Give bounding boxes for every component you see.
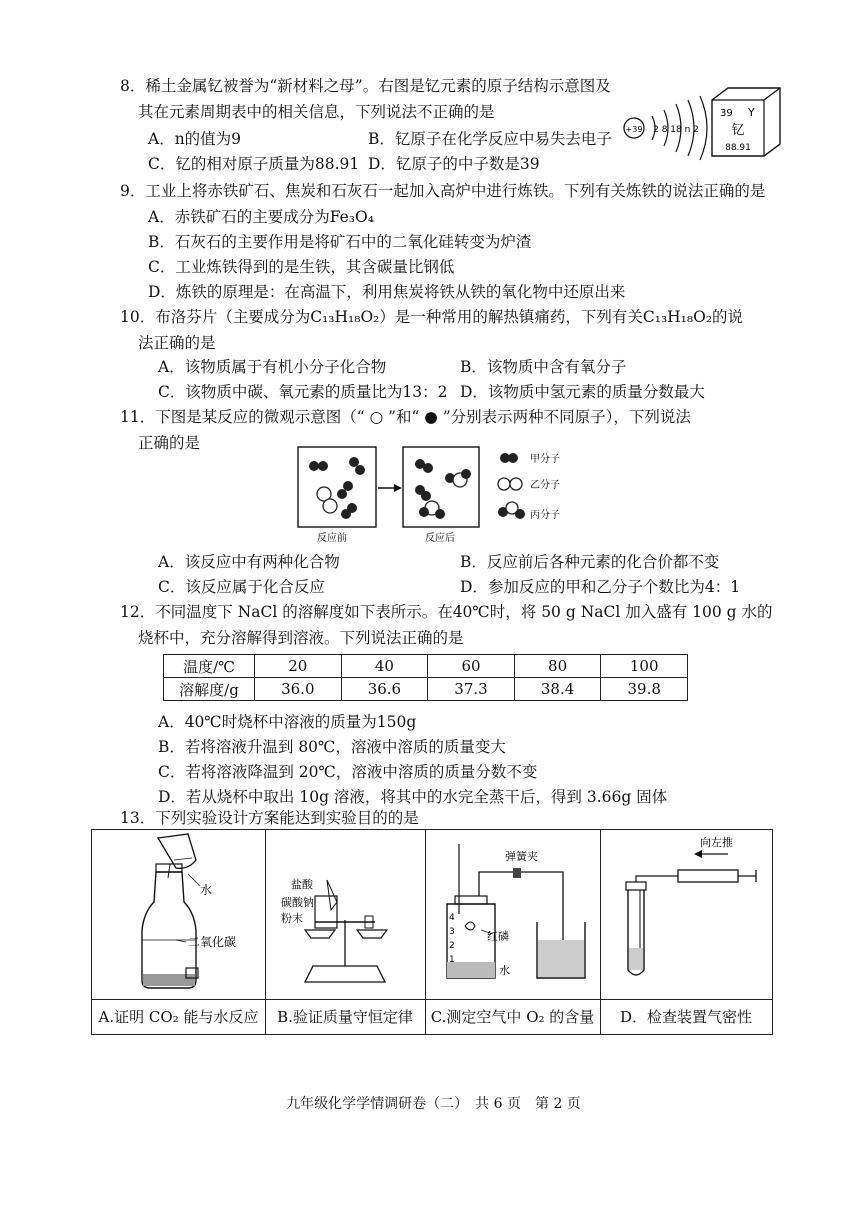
table-cell: 100 (601, 655, 688, 678)
q9-option-b: B．石灰石的主要作用是将矿石中的二氧化硅转变为炉渣 (148, 233, 532, 251)
table-cell: 37.3 (428, 678, 515, 701)
scale-mark: 1 (449, 955, 455, 965)
label-after: 反应后 (425, 533, 455, 544)
q12-option-d: D．若从烧杯中取出 10g 溶液，将其中的水完全蒸干后，得到 3.66g 固体 (158, 788, 668, 806)
q10-option-b: B．该物质中含有氧分子 (460, 358, 627, 376)
caption-b: B.验证质量守恒定律 (265, 999, 425, 1034)
q8-option-c: C．钇的相对原子质量为88.91 (148, 155, 360, 173)
airtightness-figure (600, 830, 772, 1000)
balance-figure (265, 830, 425, 1000)
q11-stem-line2: 正确的是 (138, 434, 201, 452)
q8-stem-line1: 8．稀土金属钇被誉为“新材料之母”。右图是钇元素的原子结构示意图及 (120, 77, 611, 95)
q10-option-a: A．该物质属于有机小分子化合物 (158, 358, 387, 376)
label-clip: 弹簧夹 (505, 850, 538, 863)
experiment-panel (91, 829, 773, 1035)
table-row-solubility (164, 678, 688, 701)
q8-option-d: D．钇原子的中子数是39 (368, 155, 540, 173)
q9-stem: 9．工业上将赤铁矿石、焦炭和石灰石一起加入高炉中进行炼铁。下列有关炼铁的说法正确的是 (120, 182, 766, 200)
table-row-temperature (164, 655, 688, 678)
q11-option-d: D．参加反应的甲和乙分子个数比为4：1 (460, 578, 741, 596)
q13-stem: 13．下列实验设计方案能达到实验目的的是 (120, 809, 419, 827)
table-cell: 20 (255, 655, 342, 678)
q11-option-b: B．反应前后各种元素的化合价都不变 (460, 553, 720, 571)
q11-stem-line1: 11．下图是某反应的微观示意图（“ ○ ”和“ ● ”分别表示两种不同原子），下列说法 (120, 408, 691, 426)
label-na2co3-line2: 粉末 (281, 912, 303, 925)
q12-option-a: A．40℃时烧杯中溶液的质量为150g (158, 713, 417, 731)
solubility-table (163, 654, 688, 701)
legend-a: 甲分子 (530, 454, 560, 465)
experiment-c (425, 830, 601, 1034)
q12-option-c: C．若将溶液降温到 20℃，溶液中溶质的质量分数不变 (158, 763, 538, 781)
q10-option-c: C．该物质中碳、氧元素的质量比为13：2 (158, 383, 448, 401)
table-head-temperature: 温度/℃ (164, 655, 255, 678)
tile-atomic-mass: 88.91 (725, 143, 751, 153)
q8-option-a: A．n的值为9 (148, 130, 242, 148)
oxygen-content-figure (425, 830, 600, 1000)
table-cell: 80 (514, 655, 601, 678)
q11-option-a: A．该反应中有两种化合物 (158, 553, 340, 571)
table-cell: 36.0 (255, 678, 342, 701)
tile-element-name: 钇 (731, 123, 745, 138)
label-co2: 二氧化碳 (188, 935, 237, 949)
q10-stem-line2: 法正确的是 (138, 334, 216, 352)
q9-option-a: A．赤铁矿石的主要成分为Fe₃O₄ (148, 208, 374, 226)
table-cell: 40 (341, 655, 428, 678)
before-molecules (309, 457, 365, 519)
caption-c: C.测定空气中 O₂ 的含量 (425, 999, 600, 1034)
label-na2co3-line1: 碳酸钠 (281, 896, 314, 909)
scale-mark: 2 (449, 941, 455, 951)
q10-option-d: D．该物质中氢元素的质量分数最大 (460, 383, 705, 401)
table-cell: 39.8 (601, 678, 688, 701)
scale-mark: 4 (449, 913, 455, 923)
legend (498, 452, 560, 521)
table-cell: 38.4 (514, 678, 601, 701)
q8-option-b: B．钇原子在化学反应中易失去电子 (368, 130, 612, 148)
label-water-c: 水 (499, 964, 510, 977)
table-head-solubility: 溶解度/g (164, 678, 255, 701)
experiment-a (92, 830, 266, 1034)
bottle-water-figure (92, 830, 265, 1000)
periodic-table-tile (712, 88, 780, 156)
caption-d: D．检查装置气密性 (600, 999, 772, 1034)
q8-stem-line2: 其在元素周期表中的相关信息，下列说法不正确的是 (138, 103, 495, 121)
label-red-phosphorus: 红磷 (487, 930, 509, 943)
label-before: 反应前 (317, 533, 347, 544)
label-water: 水 (200, 883, 213, 897)
tile-atomic-number: 39 (720, 108, 733, 119)
legend-c: 丙分子 (530, 510, 560, 521)
page-footer: 九年级化学学情调研卷（二） 共 6 页 第 2 页 (286, 1096, 581, 1112)
q9-option-d: D．炼铁的原理是：在高温下，利用焦炭将铁从铁的氧化物中还原出来 (148, 283, 626, 301)
atom-core-label: +39 (625, 125, 643, 134)
q10-stem-line1: 10．布洛芬片（主要成分为C₁₃H₁₈O₂）是一种常用的解热镇痛药，下列有关C₁₃H₁₈O₂的说 (120, 308, 744, 326)
caption-a: A.证明 CO₂ 能与水反应 (92, 999, 265, 1034)
q12-stem-line2: 烧杯中，充分溶解得到溶液。下列说法正确的是 (138, 629, 464, 647)
legend-b: 乙分子 (530, 480, 560, 491)
after-molecules (415, 459, 471, 519)
reaction-micro-diagram (290, 444, 580, 544)
label-push-left: 向左推 (700, 836, 733, 849)
tile-symbol: Y (748, 106, 755, 119)
atom-shells-label: 2 8 18 n 2 (653, 125, 699, 135)
yttrium-atom-structure-figure (620, 86, 790, 176)
q9-option-c: C．工业炼铁得到的是生铁，其含碳量比钢低 (148, 258, 455, 276)
before-box (298, 447, 376, 527)
scale-mark: 3 (449, 927, 455, 937)
label-hcl: 盐酸 (291, 878, 313, 891)
q12-option-b: B．若将溶液升温到 80℃，溶液中溶质的质量变大 (158, 738, 506, 756)
experiment-b (265, 830, 426, 1034)
table-cell: 36.6 (341, 678, 428, 701)
experiment-d (600, 830, 772, 1034)
q12-stem-line1: 12．不同温度下 NaCl 的溶解度如下表所示。在40℃时，将 50 g NaCl 加入盛有 100 g 水的 (120, 603, 773, 621)
table-cell: 60 (428, 655, 515, 678)
q11-option-c: C．该反应属于化合反应 (158, 578, 325, 596)
